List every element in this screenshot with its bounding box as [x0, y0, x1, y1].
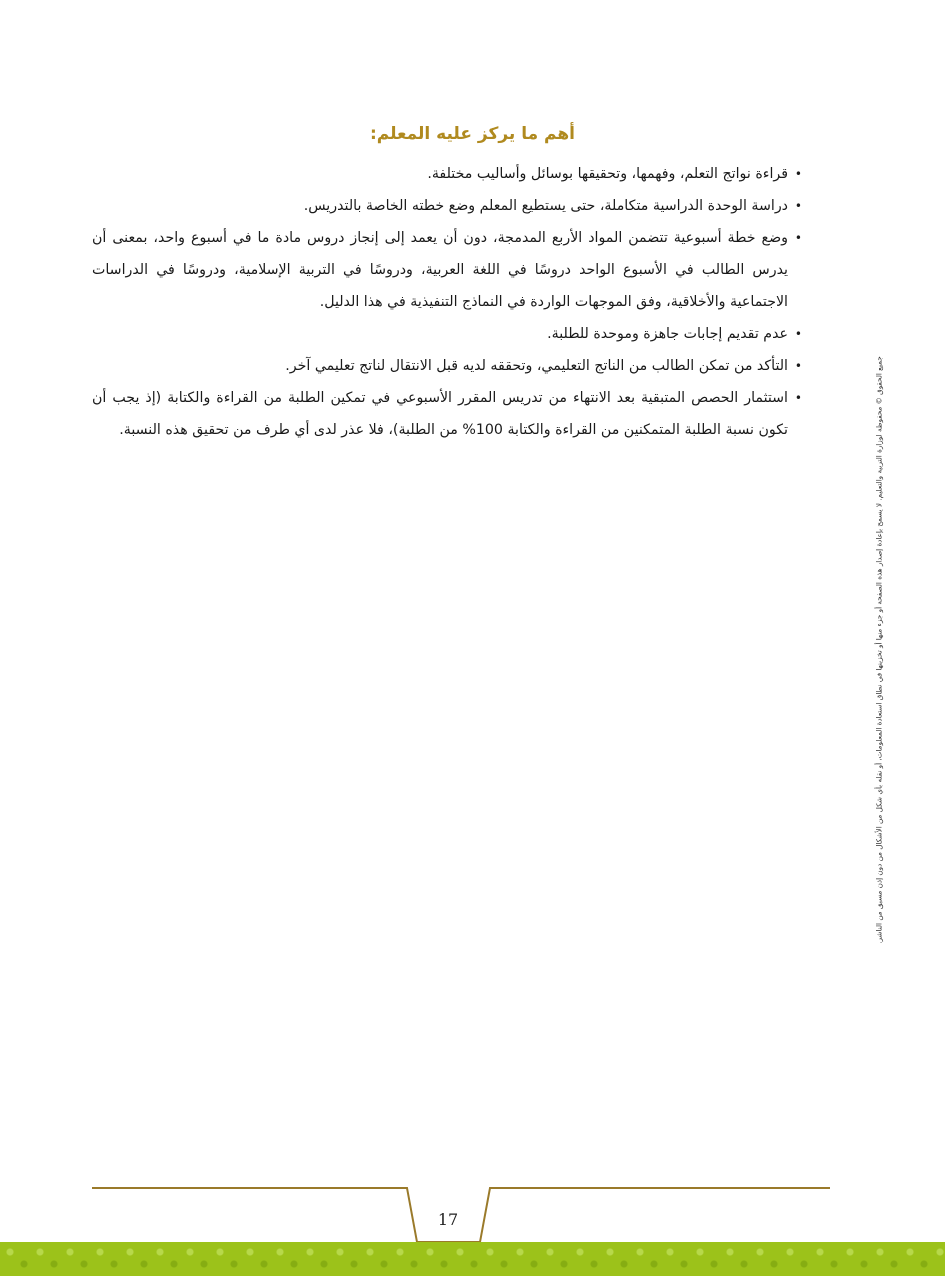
- footer-rule: [0, 1186, 945, 1246]
- list-item: [92, 382, 802, 446]
- bullet-icon: •: [794, 391, 802, 405]
- list-item: [92, 350, 802, 382]
- copyright-side-note: [872, 300, 886, 1000]
- list-item-text: دراسة الوحدة الدراسية متكاملة، حتى يستطيع المعلم وضع خطته الخاصة بالتدريس.: [303, 198, 788, 214]
- list-item: [92, 190, 802, 222]
- list-item: [92, 222, 802, 318]
- page-number: 17: [437, 1210, 459, 1229]
- bullet-icon: •: [794, 359, 802, 373]
- list-item-text: عدم تقديم إجابات جاهزة وموحدة للطلبة.: [547, 326, 788, 342]
- list-item-text: استثمار الحصص المتبقية بعد الانتهاء من تدريس المقرر الأسبوعي في تمكين الطلبة من القراءة والكتابة (إذ يجب أن تكون نسبة الطلبة المتمكنين من القراءة والكتابة 100% من الطلبة)، فلا عذر لدى أي طرف من تحقيق هذه النسبة.: [92, 390, 788, 438]
- list-item-text: قراءة نواتج التعلم، وفهمها، وتحقيقها بوسائل وأساليب مختلفة.: [427, 166, 788, 182]
- bullet-icon: •: [794, 199, 802, 213]
- bullet-list: [92, 158, 802, 446]
- bullet-icon: •: [794, 231, 802, 245]
- list-item: [92, 158, 802, 190]
- list-item-text: التأكد من تمكن الطالب من الناتج التعليمي، وتحققه لديه قبل الانتقال لناتج تعليمي آخر.: [285, 358, 788, 374]
- bullet-icon: •: [794, 167, 802, 181]
- bullet-icon: •: [794, 327, 802, 341]
- bullet-list-container: [92, 158, 802, 446]
- section-heading: أهم ما يركز عليه المعلم:: [369, 124, 575, 144]
- copyright-text: جميع الحقوق © محفوظة لوزارة التربية والتعليم. لا يسمح بإعادة إصدار هذه الصفحة أو جزء منها أو تخزينها في نطاق استعادة المعلومات، أو نقله بأي شكل من الأشكال من دون إذن مسبق من الناشر.: [874, 356, 884, 944]
- decorative-footer-band: [0, 1242, 945, 1276]
- list-item: [92, 318, 802, 350]
- list-item-text: وضع خطة أسبوعية تتضمن المواد الأربع المدمجة، دون أن يعمد إلى إنجاز دروس مادة ما في أسبوع واحد، بمعنى أن يدرس الطالب في الأسبوع الواحد دروسًا في اللغة العربية، ودروسًا في التربية الإسلامية، ودروسًا في الدراسات الاجتماعية والأخلاقية، وفق الموجهات الواردة في النماذج التنفيذية في هذا الدليل.: [92, 230, 788, 310]
